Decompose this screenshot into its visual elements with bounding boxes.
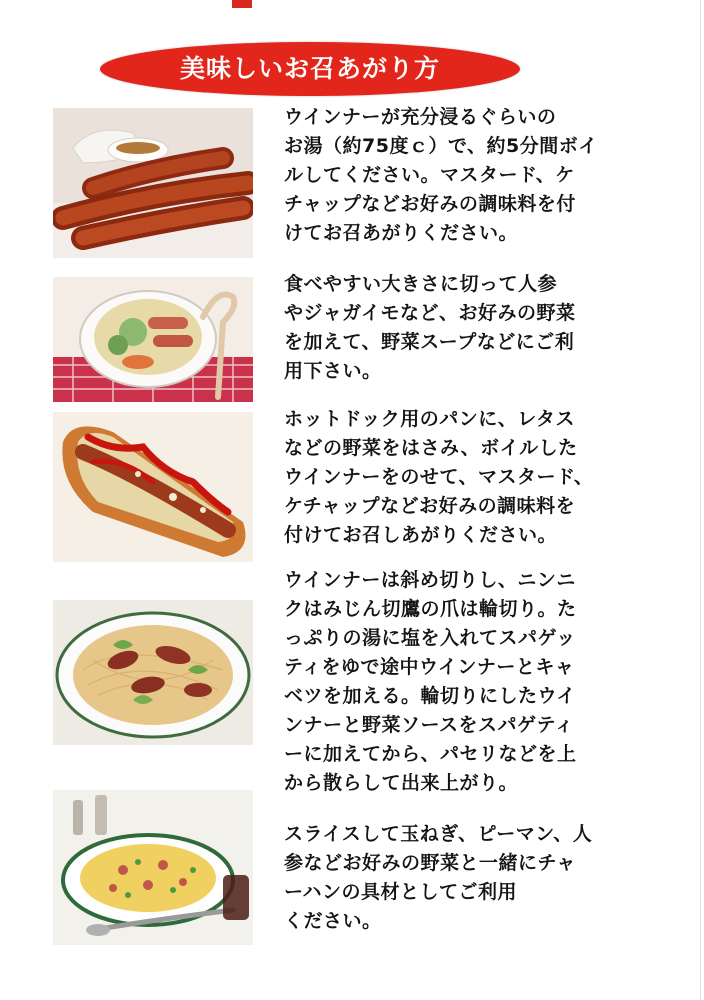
vegetable-soup-photo [53, 277, 253, 402]
recipe-text-hotdog: ホットドック用のパンに、レタス などの野菜をはさみ、ボイルした ウインナーをのせて、マスタード、 ケチャップなどお好みの調味料を 付けてお召しあがりください。 [284, 408, 594, 546]
recipe-text-spaghetti: ウインナーは斜め切りし、ニンニ クはみじん切鷹の爪は輪切り。た っぷりの湯に塩を入れてスパゲッ ティをゆで途中ウインナーとキャ ベツを加える。輪切りにしたウイ ンナーと野菜ソースをスパゲティ ーに加えてから、パセリなどを上 から散らして出来上がり。 [284, 569, 577, 794]
recipe-text-friedrice: スライスして玉ねぎ、ピーマン、人 参などお好みの野菜と一緒にチャ ーハンの具材としてご利用 ください。 [284, 823, 593, 932]
title-banner [100, 42, 520, 96]
spaghetti-photo [53, 600, 253, 745]
page-edge-line [700, 0, 701, 1000]
hotdog-photo [53, 412, 253, 562]
fried-rice-photo [53, 790, 253, 945]
page-title: 美味しいお召あがり方 [179, 54, 440, 83]
boiled-sausage-photo [53, 108, 253, 258]
recipe-text-boil: ウインナーが充分浸るぐらいの お湯（約75度ｃ）で、約5分間ボイ ルしてください。マスタード、ケ チャップなどお好みの調味料を付 けてお召あがりください。 [284, 106, 598, 244]
recipe-text-soup: 食べやすい大きさに切って人参 やジャガイモなど、お好みの野菜 を加えて、野菜スープなどにご利 用下さい。 [284, 273, 576, 382]
top-red-mark [232, 0, 252, 8]
